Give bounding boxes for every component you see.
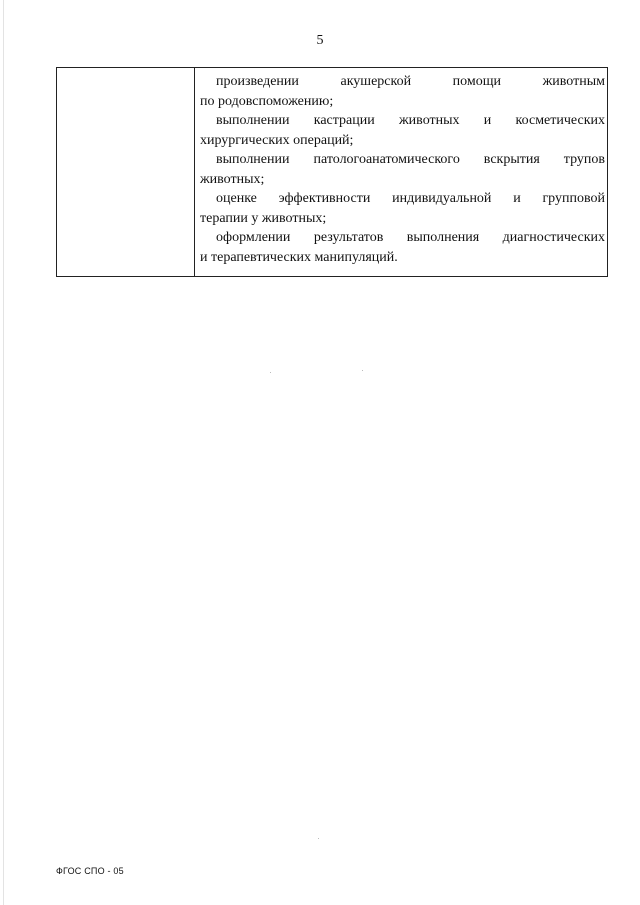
list-item-line: оформлении результатов выполнения диагностических — [216, 230, 605, 245]
list-item — [200, 111, 605, 150]
list-item-line: по родовспоможению; — [200, 93, 334, 109]
list-item — [200, 72, 605, 111]
list-item-line: хирургических операций; — [200, 132, 354, 148]
list-item-line: выполнении патологоанатомического вскрытия трупов — [216, 152, 605, 167]
page-number: 5 — [316, 33, 324, 48]
footer-document-code: ФГОС СПО - 05 — [56, 866, 124, 876]
scan-edge — [3, 0, 4, 905]
list-item-line: выполнении кастрации животных и косметических — [216, 113, 605, 128]
list-item — [200, 228, 605, 267]
list-item-line: произведении акушерской помощи животным — [216, 74, 605, 89]
list-item — [200, 150, 605, 189]
list-item-line: терапии у животных; — [200, 210, 327, 226]
competency-table — [56, 67, 608, 277]
scan-speck — [318, 838, 319, 839]
scan-speck — [270, 372, 271, 373]
table-row — [57, 68, 608, 277]
list-item-line: животных; — [200, 171, 265, 187]
list-item — [200, 189, 605, 228]
table-right-cell — [195, 68, 608, 277]
list-item-line: и терапевтических манипуляций. — [200, 249, 398, 265]
scan-speck — [362, 370, 363, 371]
list-item-line: оценке эффективности индивидуальной и групповой — [216, 191, 605, 206]
table-left-cell — [57, 68, 195, 277]
